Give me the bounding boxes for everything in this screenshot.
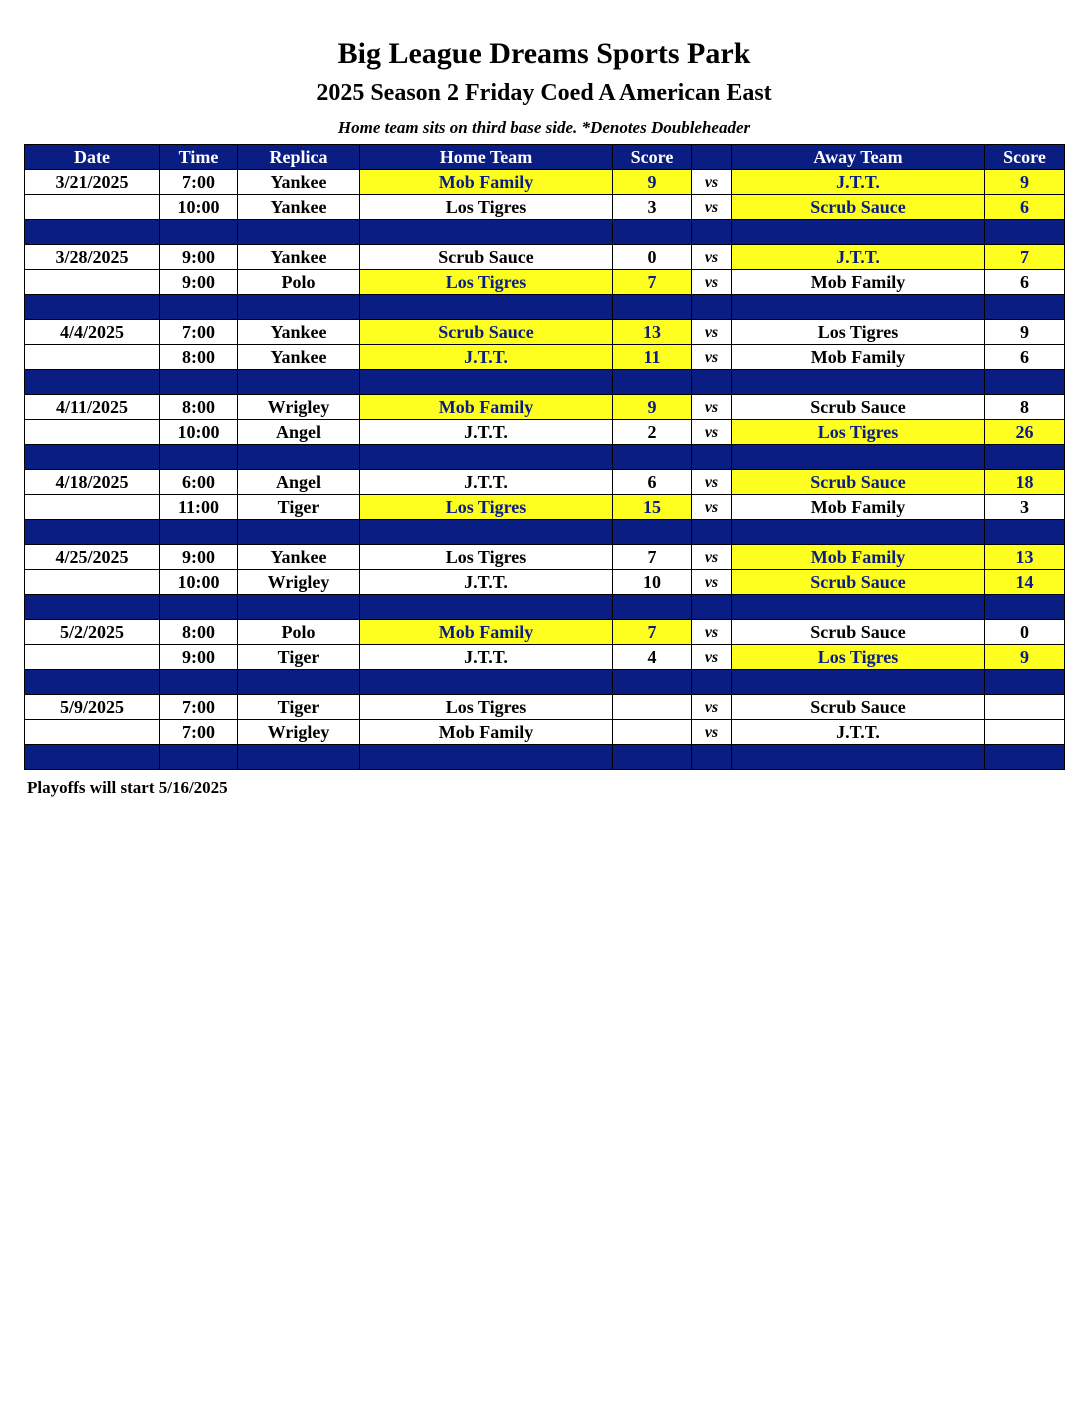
time-cell: 8:00: [160, 345, 238, 370]
spacer-row: [25, 220, 1065, 245]
replica-cell: Wrigley: [238, 395, 360, 420]
spacer-cell: [732, 595, 985, 620]
home-team-cell: J.T.T.: [360, 420, 613, 445]
vs-cell: vs: [692, 695, 732, 720]
home-score-cell: 7: [613, 620, 692, 645]
time-cell: 7:00: [160, 170, 238, 195]
home-team-cell: Mob Family: [360, 620, 613, 645]
time-cell: 10:00: [160, 420, 238, 445]
date-cell: 4/18/2025: [25, 470, 160, 495]
spacer-cell: [238, 745, 360, 770]
replica-cell: Yankee: [238, 545, 360, 570]
col-header-time: Time: [160, 145, 238, 170]
vs-cell: vs: [692, 420, 732, 445]
away-score-cell: 8: [985, 395, 1065, 420]
spacer-cell: [732, 670, 985, 695]
replica-cell: Tiger: [238, 695, 360, 720]
spacer-cell: [985, 445, 1065, 470]
spacer-row: [25, 520, 1065, 545]
home-score-cell: 6: [613, 470, 692, 495]
spacer-row: [25, 370, 1065, 395]
away-team-cell: J.T.T.: [732, 170, 985, 195]
vs-cell: vs: [692, 545, 732, 570]
replica-cell: Wrigley: [238, 720, 360, 745]
home-team-cell: J.T.T.: [360, 345, 613, 370]
table-row: [25, 470, 1065, 495]
table-row: [25, 570, 1065, 595]
spacer-row: [25, 745, 1065, 770]
table-row: [25, 620, 1065, 645]
away-score-cell: 6: [985, 195, 1065, 220]
vs-cell: vs: [692, 320, 732, 345]
home-team-cell: Mob Family: [360, 395, 613, 420]
spacer-cell: [238, 595, 360, 620]
table-row: [25, 420, 1065, 445]
away-score-cell: 6: [985, 270, 1065, 295]
home-score-cell: 9: [613, 170, 692, 195]
home-team-cell: Scrub Sauce: [360, 320, 613, 345]
spacer-cell: [732, 295, 985, 320]
date-cell: [25, 420, 160, 445]
replica-cell: Tiger: [238, 495, 360, 520]
away-team-cell: Scrub Sauce: [732, 620, 985, 645]
spacer-cell: [160, 370, 238, 395]
col-header-home-score: Score: [613, 145, 692, 170]
time-cell: 8:00: [160, 395, 238, 420]
spacer-cell: [25, 445, 160, 470]
spacer-cell: [25, 595, 160, 620]
spacer-cell: [613, 595, 692, 620]
vs-cell: vs: [692, 345, 732, 370]
date-cell: [25, 270, 160, 295]
vs-cell: vs: [692, 470, 732, 495]
table-row: [25, 195, 1065, 220]
spacer-cell: [25, 745, 160, 770]
away-team-cell: Los Tigres: [732, 320, 985, 345]
away-team-cell: Scrub Sauce: [732, 470, 985, 495]
home-team-note: Home team sits on third base side. *Denotes Doubleheader: [337, 118, 751, 137]
spacer-cell: [985, 295, 1065, 320]
spacer-row: [25, 595, 1065, 620]
table-row: [25, 395, 1065, 420]
date-cell: [25, 345, 160, 370]
spacer-cell: [360, 295, 613, 320]
time-cell: 7:00: [160, 320, 238, 345]
spacer-cell: [732, 445, 985, 470]
home-score-cell: 4: [613, 645, 692, 670]
time-cell: 9:00: [160, 270, 238, 295]
table-row: [25, 645, 1065, 670]
spacer-cell: [238, 295, 360, 320]
away-team-cell: Mob Family: [732, 270, 985, 295]
spacer-cell: [238, 520, 360, 545]
time-cell: 8:00: [160, 620, 238, 645]
spacer-cell: [160, 595, 238, 620]
spacer-cell: [732, 220, 985, 245]
spacer-cell: [160, 445, 238, 470]
replica-cell: Angel: [238, 420, 360, 445]
spacer-cell: [238, 370, 360, 395]
spacer-cell: [732, 370, 985, 395]
away-score-cell: 9: [985, 170, 1065, 195]
home-team-cell: Los Tigres: [360, 545, 613, 570]
home-team-cell: Mob Family: [360, 170, 613, 195]
time-cell: 9:00: [160, 645, 238, 670]
home-score-cell: 3: [613, 195, 692, 220]
replica-cell: Yankee: [238, 245, 360, 270]
spacer-cell: [160, 670, 238, 695]
away-score-cell: 7: [985, 245, 1065, 270]
spacer-cell: [613, 745, 692, 770]
away-team-cell: Los Tigres: [732, 645, 985, 670]
away-score-cell: 14: [985, 570, 1065, 595]
vs-cell: vs: [692, 495, 732, 520]
spacer-cell: [25, 520, 160, 545]
col-header-away-score: Score: [985, 145, 1065, 170]
spacer-cell: [613, 445, 692, 470]
table-row: [25, 695, 1065, 720]
home-team-cell: Los Tigres: [360, 270, 613, 295]
replica-cell: Polo: [238, 620, 360, 645]
spacer-cell: [25, 295, 160, 320]
vs-cell: vs: [692, 195, 732, 220]
replica-cell: Yankee: [238, 195, 360, 220]
spacer-cell: [360, 220, 613, 245]
spacer-cell: [692, 595, 732, 620]
time-cell: 9:00: [160, 245, 238, 270]
away-score-cell: 18: [985, 470, 1065, 495]
league-subtitle: 2025 Season 2 Friday Coed A American East: [316, 80, 772, 106]
away-score-cell: 9: [985, 320, 1065, 345]
vs-cell: vs: [692, 570, 732, 595]
home-team-cell: J.T.T.: [360, 470, 613, 495]
away-team-cell: Los Tigres: [732, 420, 985, 445]
table-row: [25, 545, 1065, 570]
spacer-row: [25, 670, 1065, 695]
spacer-cell: [25, 370, 160, 395]
home-score-cell: 13: [613, 320, 692, 345]
spacer-cell: [985, 520, 1065, 545]
spacer-cell: [692, 220, 732, 245]
home-score-cell: [613, 720, 692, 745]
spacer-cell: [238, 445, 360, 470]
replica-cell: Angel: [238, 470, 360, 495]
home-score-cell: 2: [613, 420, 692, 445]
date-cell: 4/4/2025: [25, 320, 160, 345]
spacer-cell: [360, 595, 613, 620]
replica-cell: Tiger: [238, 645, 360, 670]
spacer-cell: [238, 220, 360, 245]
home-score-cell: 11: [613, 345, 692, 370]
spacer-cell: [360, 670, 613, 695]
col-header-vs: [692, 145, 732, 170]
time-cell: 7:00: [160, 720, 238, 745]
home-score-cell: 10: [613, 570, 692, 595]
vs-cell: vs: [692, 720, 732, 745]
spacer-cell: [613, 370, 692, 395]
spacer-cell: [985, 670, 1065, 695]
away-score-cell: [985, 720, 1065, 745]
page-title: Big League Dreams Sports Park: [337, 37, 751, 70]
home-score-cell: 0: [613, 245, 692, 270]
time-cell: 10:00: [160, 570, 238, 595]
home-score-cell: 7: [613, 545, 692, 570]
home-team-cell: J.T.T.: [360, 570, 613, 595]
away-score-cell: 13: [985, 545, 1065, 570]
away-score-cell: 3: [985, 495, 1065, 520]
spacer-cell: [613, 295, 692, 320]
spacer-cell: [692, 670, 732, 695]
date-cell: [25, 570, 160, 595]
vs-cell: vs: [692, 645, 732, 670]
replica-cell: Polo: [238, 270, 360, 295]
spacer-cell: [692, 295, 732, 320]
away-score-cell: 26: [985, 420, 1065, 445]
spacer-cell: [692, 445, 732, 470]
spacer-cell: [25, 670, 160, 695]
away-team-cell: Scrub Sauce: [732, 695, 985, 720]
away-team-cell: Scrub Sauce: [732, 395, 985, 420]
time-cell: 11:00: [160, 495, 238, 520]
away-score-cell: 9: [985, 645, 1065, 670]
col-header-away-team: Away Team: [732, 145, 985, 170]
home-score-cell: 7: [613, 270, 692, 295]
replica-cell: Wrigley: [238, 570, 360, 595]
away-team-cell: Scrub Sauce: [732, 195, 985, 220]
away-team-cell: J.T.T.: [732, 245, 985, 270]
home-score-cell: 15: [613, 495, 692, 520]
table-row: [25, 170, 1065, 195]
spacer-cell: [985, 370, 1065, 395]
spacer-cell: [613, 220, 692, 245]
away-score-cell: [985, 695, 1065, 720]
replica-cell: Yankee: [238, 320, 360, 345]
vs-cell: vs: [692, 245, 732, 270]
table-row: [25, 720, 1065, 745]
away-score-cell: 6: [985, 345, 1065, 370]
away-team-cell: Mob Family: [732, 495, 985, 520]
spacer-cell: [692, 745, 732, 770]
spacer-cell: [360, 745, 613, 770]
vs-cell: vs: [692, 170, 732, 195]
spacer-row: [25, 445, 1065, 470]
schedule-table: [24, 144, 1065, 770]
table-row: [25, 270, 1065, 295]
away-team-cell: Scrub Sauce: [732, 570, 985, 595]
vs-cell: vs: [692, 395, 732, 420]
spacer-row: [25, 295, 1065, 320]
vs-cell: vs: [692, 620, 732, 645]
spacer-cell: [613, 520, 692, 545]
home-score-cell: 9: [613, 395, 692, 420]
home-team-cell: Los Tigres: [360, 495, 613, 520]
spacer-cell: [985, 220, 1065, 245]
date-cell: 5/9/2025: [25, 695, 160, 720]
time-cell: 7:00: [160, 695, 238, 720]
table-row: [25, 495, 1065, 520]
date-cell: [25, 645, 160, 670]
date-cell: 5/2/2025: [25, 620, 160, 645]
spacer-cell: [985, 595, 1065, 620]
table-row: [25, 245, 1065, 270]
col-header-date: Date: [25, 145, 160, 170]
spacer-cell: [360, 520, 613, 545]
spacer-cell: [160, 295, 238, 320]
date-cell: 3/28/2025: [25, 245, 160, 270]
date-cell: [25, 495, 160, 520]
spacer-cell: [160, 745, 238, 770]
spacer-cell: [692, 370, 732, 395]
spacer-cell: [160, 220, 238, 245]
replica-cell: Yankee: [238, 345, 360, 370]
date-cell: [25, 720, 160, 745]
away-score-cell: 0: [985, 620, 1065, 645]
col-header-replica: Replica: [238, 145, 360, 170]
home-score-cell: [613, 695, 692, 720]
away-team-cell: J.T.T.: [732, 720, 985, 745]
spacer-cell: [732, 520, 985, 545]
spacer-cell: [160, 520, 238, 545]
date-cell: 3/21/2025: [25, 170, 160, 195]
spacer-cell: [613, 670, 692, 695]
home-team-cell: Mob Family: [360, 720, 613, 745]
col-header-home-team: Home Team: [360, 145, 613, 170]
spacer-cell: [692, 520, 732, 545]
time-cell: 6:00: [160, 470, 238, 495]
home-team-cell: J.T.T.: [360, 645, 613, 670]
date-cell: 4/25/2025: [25, 545, 160, 570]
table-row: [25, 345, 1065, 370]
time-cell: 9:00: [160, 545, 238, 570]
spacer-cell: [360, 445, 613, 470]
spacer-cell: [732, 745, 985, 770]
playoffs-note: Playoffs will start 5/16/2025: [27, 778, 228, 797]
time-cell: 10:00: [160, 195, 238, 220]
spacer-cell: [25, 220, 160, 245]
home-team-cell: Los Tigres: [360, 195, 613, 220]
table-row: [25, 320, 1065, 345]
replica-cell: Yankee: [238, 170, 360, 195]
vs-cell: vs: [692, 270, 732, 295]
spacer-cell: [985, 745, 1065, 770]
schedule-body: [25, 170, 1065, 770]
spacer-cell: [238, 670, 360, 695]
home-team-cell: Los Tigres: [360, 695, 613, 720]
away-team-cell: Mob Family: [732, 545, 985, 570]
date-cell: 4/11/2025: [25, 395, 160, 420]
away-team-cell: Mob Family: [732, 345, 985, 370]
header-row: [25, 145, 1065, 170]
home-team-cell: Scrub Sauce: [360, 245, 613, 270]
spacer-cell: [360, 370, 613, 395]
date-cell: [25, 195, 160, 220]
